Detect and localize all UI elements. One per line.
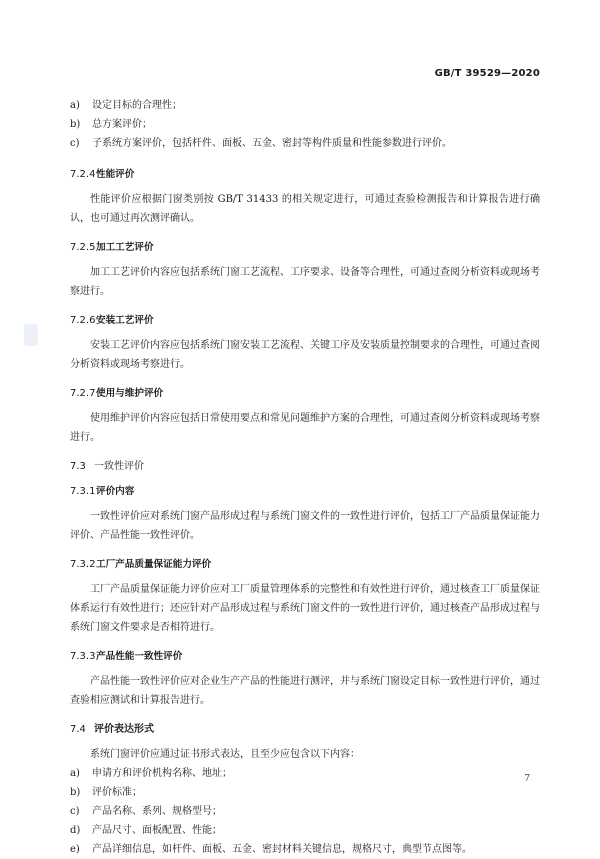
- section-heading-7-3-2: 7.3.2 工厂产品质量保证能力评价: [70, 559, 212, 570]
- section-heading-7-2-7: 7.2.7 使用与维护评价: [70, 388, 164, 399]
- section-paragraph: 产品性能一致性评价应对企业生产产品的性能进行测评，并与系统门窗设定目标一致性进行评价，通过查验相应测试和计算报告进行。: [70, 676, 540, 706]
- section-heading-7-3-3: 7.3.3 产品性能一致性评价: [70, 651, 183, 662]
- section-paragraph: 工厂产品质量保证能力评价应对工厂质量管理体系的完整性和有效性进行评价，通过核查工厂质量保证体系运行有效性进行；还应针对产品形成过程与系统门窗文件的一致性进行评价，通过核查产品形成过程与系统门窗文件要求是否相符进行。: [70, 584, 540, 633]
- list-item: d) 产品尺寸、面板配置、性能；: [70, 825, 222, 836]
- section-paragraph: 加工工艺评价内容应包括系统门窗工艺流程、工序要求、设备等合理性，可通过查阅分析资料或现场考察进行。: [70, 267, 540, 297]
- section-heading-7-2-6: 7.2.6 安装工艺评价: [70, 315, 154, 326]
- section-heading-7-3: 7.3 一致性评价: [70, 461, 144, 472]
- list-item: a) 设定目标的合理性；: [70, 100, 182, 111]
- list-section-a: [70, 96, 540, 153]
- section-heading-7-3-1: 7.3.1 评价内容: [70, 486, 135, 497]
- list-item: e) 产品详细信息，如杆件、面板、五金、密封材料关键信息，规格尺寸，典型节点图等。: [70, 844, 472, 855]
- side-marker-icon: [24, 324, 38, 346]
- list-item: c) 子系统方案评价，包括杆件、面板、五金、密封等构件质量和性能参数进行评价。: [70, 138, 452, 149]
- section-heading-7-4: 7.4 评价表达形式: [70, 724, 154, 735]
- section-paragraph: 一致性评价应对系统门窗产品形成过程与系统门窗文件的一致性进行评价，包括工厂产品质量保证能力评价、产品性能一致性评价。: [70, 511, 540, 541]
- page-content: [70, 96, 540, 859]
- standard-code: GB/T 39529—2020: [434, 68, 540, 79]
- list-item: c) 产品名称、系列、规格型号；: [70, 806, 222, 817]
- section-paragraph: 安装工艺评价内容应包括系统门窗安装工艺流程、关键工序及安装质量控制要求的合理性，可通过查阅分析资料或现场考察进行。: [70, 340, 540, 370]
- section-paragraph: 系统门窗评价应通过证书形式表达，且至少应包含以下内容：: [90, 749, 360, 760]
- list-item: a) 申请方和评价机构名称、地址；: [70, 768, 232, 779]
- page-number: 7: [524, 774, 530, 784]
- list-item: b) 评价标准；: [70, 787, 142, 798]
- section-heading-7-2-5: 7.2.5 加工工艺评价: [70, 242, 154, 253]
- list-section-b: [70, 764, 540, 859]
- list-item: b) 总方案评价；: [70, 119, 152, 130]
- section-paragraph: 使用维护评价内容应包括日常使用要点和常见问题维护方案的合理性，可通过查阅分析资料或现场考察进行。: [70, 413, 540, 443]
- section-paragraph: 性能评价应根据门窗类别按 GB/T 31433 的相关规定进行，可通过查验检测报告和计算报告进行确认，也可通过再次测评确认。: [70, 194, 540, 224]
- section-heading-7-2-4: 7.2.4 性能评价: [70, 169, 135, 180]
